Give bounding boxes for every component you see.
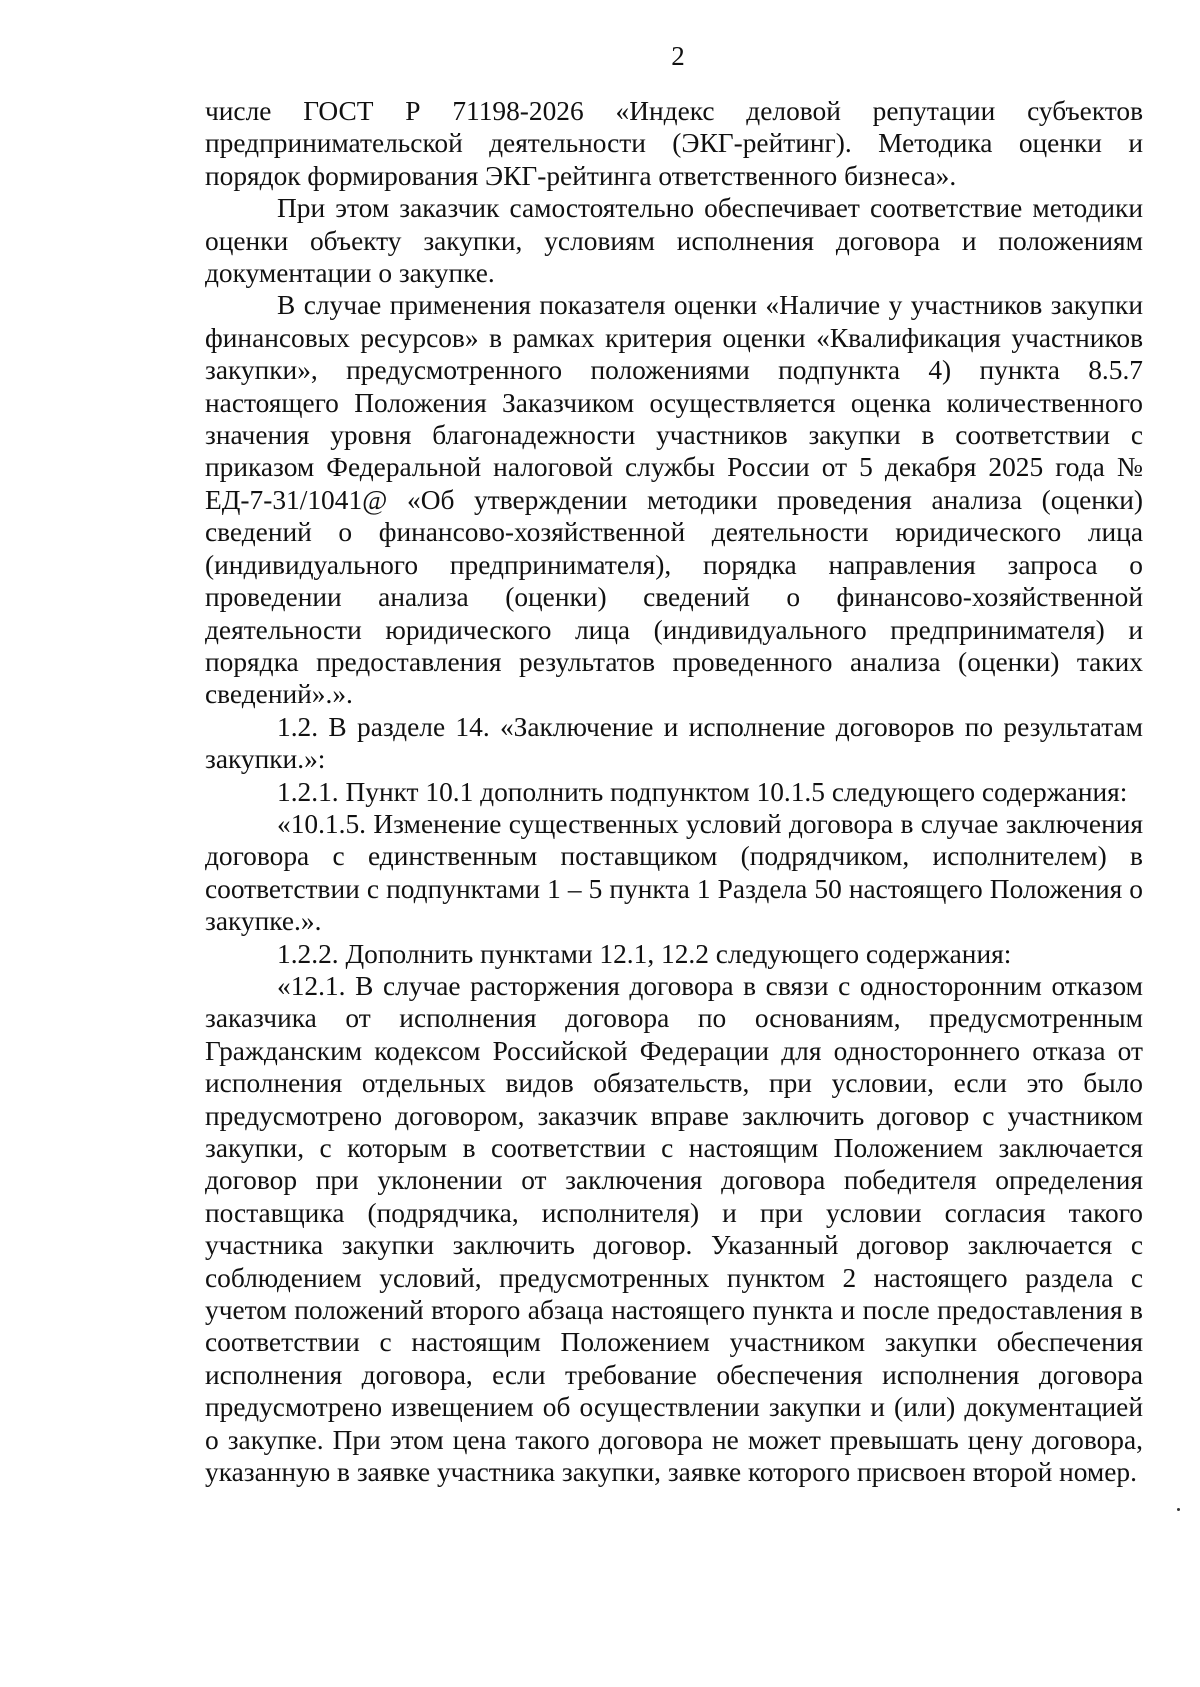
paragraph-1-2-1: 1.2.1. Пункт 10.1 дополнить подпунктом 10.1.5 следующего содержания: bbox=[277, 776, 1128, 807]
paragraph-12-1: «12.1. В случае расторжения договора в связи с односторонним отказом заказчика от исполнения договора по основаниям, предусмотренным Гражданским кодексом Российской Федерации для одностороннего отказа от исполнения отдельных видов обязательств, при условии, если это было предусмотрено договором, заказчик вправе заключить договор с участником закупки, с которым в соответствии с настоящим Положением заключается договор при уклонении от заключения договора победителя определения поставщика (подрядчика, исполнителя) и при условии согласия такого участника закупки заключить договор. Указанный договор заключается с соблюдением условий, предусмотренных пунктом 2 настоящего раздела с учетом положений второго абзаца настоящего пункта и после предоставления в соответствии с настоящим Положением участником закупки обеспечения исполнения договора, если требование обеспечения исполнения договора предусмотрено извещением об осуществлении закупки и (или) документацией о закупке. При этом цена такого договора не может превышать цену договора, указанную в заявке участника закупки, заявке которого присвоен второй номер. bbox=[205, 970, 1143, 1488]
paragraph-10-1-5: «10.1.5. Изменение существенных условий договора в случае заключения договора с единственным поставщиком (подрядчиком, исполнителем) в соответствии с подпунктами 1 – 5 пункта 1 Раздела 50 настоящего Положения о закупке.». bbox=[205, 808, 1143, 937]
page-number: 2 bbox=[671, 41, 685, 71]
paragraph-section-14: 1.2. В разделе 14. «Заключение и исполнение договоров по результатам закупки.»: bbox=[205, 711, 1143, 775]
document-body bbox=[205, 95, 1143, 1488]
paragraph-1-2-2: 1.2.2. Дополнить пунктами 12.1, 12.2 следующего содержания: bbox=[277, 938, 1012, 969]
paragraph-continuation: числе ГОСТ Р 71198-2026 «Индекс деловой репутации субъектов предпринимательской деятельности (ЭКГ-рейтинг). Методика оценки и порядок формирования ЭКГ-рейтинга ответственного бизнеса». bbox=[205, 96, 1143, 191]
paragraph-customer-ensures: При этом заказчик самостоятельно обеспечивает соответствие методики оценки объекту закупки, условиям исполнения договора и положениям документации о закупке. bbox=[205, 193, 1143, 289]
scan-speck bbox=[1177, 1508, 1180, 1511]
paragraph-financial-resources: В случае применения показателя оценки «Наличие у участников закупки финансовых ресурсов» в рамках критерия оценки «Квалификация участников закупки», предусмотренного положениями подпункта 4) пункта 8.5.7 настоящего Положения Заказчиком осуществляется оценка количественного значения уровня благонадежности участников закупки в соответствии с приказом Федеральной налоговой службы России от 5 декабря 2025 года № ЕД-7-31/1041@ «Об утверждении методики проведения анализа (оценки) сведений о финансово-хозяйственной деятельности юридического лица (индивидуального предпринимателя), порядка направления запроса о проведении анализа (оценки) сведений о финансово-хозяйственной деятельности юридического лица (индивидуального предпринимателя) и порядка предоставления результатов проведенного анализа (оценки) таких сведений».». bbox=[205, 290, 1143, 710]
